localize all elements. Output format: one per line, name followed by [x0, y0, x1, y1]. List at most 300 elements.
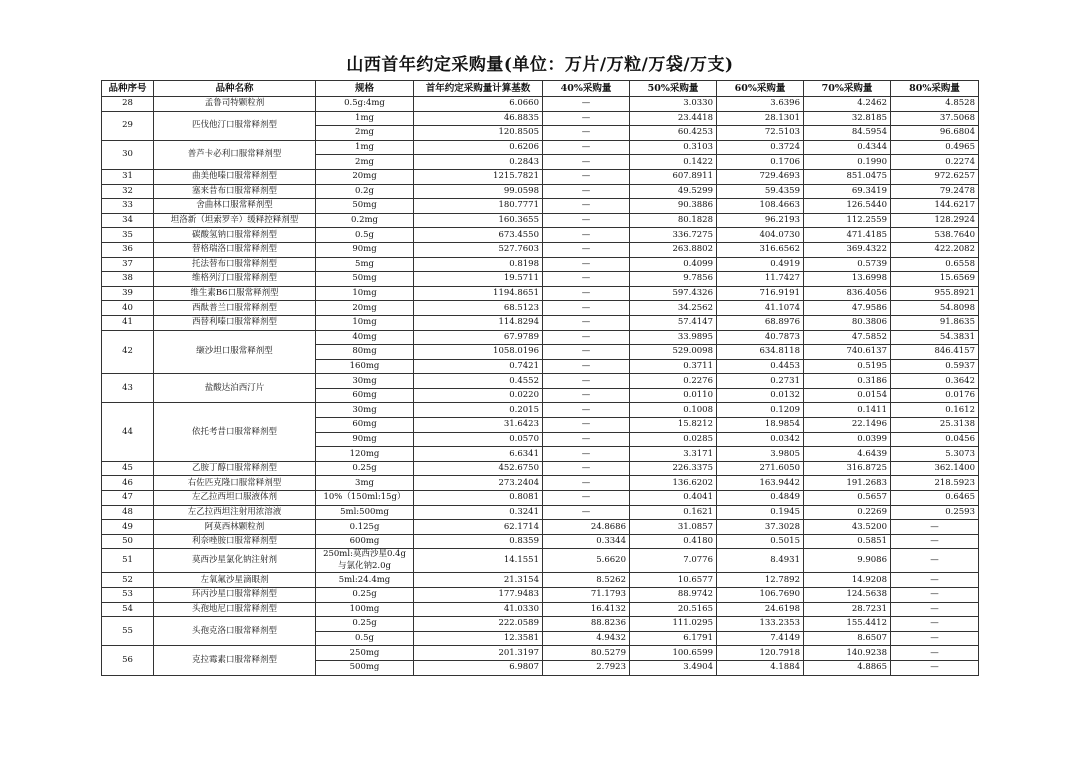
- cell-no: 29: [102, 111, 154, 140]
- cell-qty-70: 13.6998: [804, 272, 891, 287]
- cell-qty-60: 3.9805: [717, 447, 804, 462]
- table-row: [102, 461, 979, 476]
- cell-spec: 30mg: [316, 374, 414, 389]
- cell-qty-60: 0.1706: [717, 155, 804, 170]
- cell-qty-70: 4.6439: [804, 447, 891, 462]
- cell-qty-60: 12.7892: [717, 573, 804, 588]
- table-row: [102, 301, 979, 316]
- cell-no: 51: [102, 549, 154, 573]
- cell-name: 普芦卡必利口服常释剂型: [154, 140, 316, 169]
- header-60: 60%采购量: [717, 81, 804, 97]
- cell-qty-50: 529.0098: [630, 345, 717, 360]
- cell-base: 201.3197: [414, 646, 543, 661]
- cell-qty-80: 128.2924: [891, 213, 979, 228]
- cell-qty-40: —: [543, 388, 630, 403]
- cell-qty-80: 218.5923: [891, 476, 979, 491]
- cell-qty-80: 846.4157: [891, 345, 979, 360]
- table-header-row: [102, 81, 979, 97]
- cell-qty-40: 16.4132: [543, 602, 630, 617]
- cell-name: 盐酸达泊西汀片: [154, 374, 316, 403]
- cell-qty-60: 0.0342: [717, 432, 804, 447]
- table-row: [102, 242, 979, 257]
- cell-qty-50: 31.0857: [630, 520, 717, 535]
- cell-base: 1194.8651: [414, 286, 543, 301]
- cell-qty-70: 155.4412: [804, 617, 891, 632]
- cell-base: 114.8294: [414, 315, 543, 330]
- header-80: 80%采购量: [891, 81, 979, 97]
- cell-qty-40: —: [543, 403, 630, 418]
- cell-base: 452.6750: [414, 461, 543, 476]
- cell-qty-40: —: [543, 213, 630, 228]
- cell-spec: 0.2mg: [316, 213, 414, 228]
- cell-qty-50: 3.4904: [630, 660, 717, 675]
- cell-qty-60: 716.9191: [717, 286, 804, 301]
- cell-qty-60: 3.6396: [717, 97, 804, 112]
- cell-qty-80: —: [891, 617, 979, 632]
- cell-spec: 80mg: [316, 345, 414, 360]
- cell-qty-50: 88.9742: [630, 588, 717, 603]
- cell-no: 32: [102, 184, 154, 199]
- cell-qty-80: 91.8635: [891, 315, 979, 330]
- cell-qty-80: —: [891, 631, 979, 646]
- cell-qty-60: 0.1209: [717, 403, 804, 418]
- cell-qty-70: 47.5852: [804, 330, 891, 345]
- cell-qty-70: 47.9586: [804, 301, 891, 316]
- cell-base: 6.0660: [414, 97, 543, 112]
- cell-no: 47: [102, 491, 154, 506]
- cell-spec: 250ml:莫西沙星0.4g与氯化钠2.0g: [316, 549, 414, 573]
- cell-no: 54: [102, 602, 154, 617]
- cell-base: 0.4552: [414, 374, 543, 389]
- cell-qty-40: —: [543, 461, 630, 476]
- cell-qty-60: 0.5015: [717, 534, 804, 549]
- cell-qty-50: 607.8911: [630, 169, 717, 184]
- cell-qty-60: 24.6198: [717, 602, 804, 617]
- table-row: [102, 374, 979, 389]
- cell-qty-70: 8.6507: [804, 631, 891, 646]
- cell-qty-70: 84.5954: [804, 126, 891, 141]
- cell-base: 120.8505: [414, 126, 543, 141]
- cell-qty-70: 69.3419: [804, 184, 891, 199]
- cell-qty-40: —: [543, 330, 630, 345]
- cell-qty-70: 0.5739: [804, 257, 891, 272]
- cell-qty-50: 0.3711: [630, 359, 717, 374]
- table-body: [102, 97, 979, 676]
- cell-qty-60: 120.7918: [717, 646, 804, 661]
- cell-qty-70: 9.9086: [804, 549, 891, 573]
- cell-spec: 5ml:24.4mg: [316, 573, 414, 588]
- cell-qty-60: 72.5103: [717, 126, 804, 141]
- cell-qty-50: 0.4180: [630, 534, 717, 549]
- cell-qty-70: 369.4322: [804, 242, 891, 257]
- cell-qty-60: 634.8118: [717, 345, 804, 360]
- cell-spec: 0.25g: [316, 588, 414, 603]
- cell-qty-70: 126.5440: [804, 199, 891, 214]
- table-row: [102, 491, 979, 506]
- cell-no: 34: [102, 213, 154, 228]
- cell-no: 36: [102, 242, 154, 257]
- cell-qty-40: —: [543, 315, 630, 330]
- cell-qty-40: —: [543, 169, 630, 184]
- cell-name: 左氧氟沙星滴眼剂: [154, 573, 316, 588]
- cell-qty-80: 0.2274: [891, 155, 979, 170]
- cell-base: 21.3154: [414, 573, 543, 588]
- cell-name: 西替利嗪口服常释剂型: [154, 315, 316, 330]
- cell-base: 0.8359: [414, 534, 543, 549]
- cell-no: 56: [102, 646, 154, 675]
- cell-spec: 160mg: [316, 359, 414, 374]
- cell-qty-70: 316.8725: [804, 461, 891, 476]
- cell-qty-70: 14.9208: [804, 573, 891, 588]
- cell-qty-70: 471.4185: [804, 228, 891, 243]
- cell-qty-50: 49.5299: [630, 184, 717, 199]
- cell-no: 45: [102, 461, 154, 476]
- cell-qty-70: 0.5657: [804, 491, 891, 506]
- cell-base: 62.1714: [414, 520, 543, 535]
- cell-spec: 0.5g:4mg: [316, 97, 414, 112]
- cell-name: 曲美他嗪口服常释剂型: [154, 169, 316, 184]
- cell-qty-60: 68.8976: [717, 315, 804, 330]
- cell-no: 50: [102, 534, 154, 549]
- table-row: [102, 315, 979, 330]
- cell-spec: 0.5g: [316, 228, 414, 243]
- cell-qty-80: 15.6569: [891, 272, 979, 287]
- table-row: [102, 169, 979, 184]
- cell-qty-70: 0.1411: [804, 403, 891, 418]
- cell-qty-80: —: [891, 646, 979, 661]
- cell-qty-60: 0.4849: [717, 491, 804, 506]
- table-row: [102, 476, 979, 491]
- header-40: 40%采购量: [543, 81, 630, 97]
- cell-name: 阿莫西林颗粒剂: [154, 520, 316, 535]
- cell-qty-40: 24.8686: [543, 520, 630, 535]
- cell-qty-40: —: [543, 126, 630, 141]
- cell-qty-60: 11.7427: [717, 272, 804, 287]
- cell-qty-60: 28.1301: [717, 111, 804, 126]
- cell-base: 160.3655: [414, 213, 543, 228]
- cell-base: 68.5123: [414, 301, 543, 316]
- cell-no: 52: [102, 573, 154, 588]
- cell-qty-50: 263.8802: [630, 242, 717, 257]
- cell-name: 匹伐他汀口服常释剂型: [154, 111, 316, 140]
- cell-no: 35: [102, 228, 154, 243]
- cell-no: 48: [102, 505, 154, 520]
- cell-spec: 100mg: [316, 602, 414, 617]
- cell-qty-40: —: [543, 184, 630, 199]
- cell-base: 222.0589: [414, 617, 543, 632]
- cell-qty-70: 0.1990: [804, 155, 891, 170]
- table-row: [102, 228, 979, 243]
- header-50: 50%采购量: [630, 81, 717, 97]
- cell-no: 31: [102, 169, 154, 184]
- table-row: [102, 330, 979, 345]
- cell-qty-50: 33.9895: [630, 330, 717, 345]
- cell-qty-50: 0.0110: [630, 388, 717, 403]
- cell-qty-40: —: [543, 199, 630, 214]
- cell-qty-80: 422.2082: [891, 242, 979, 257]
- cell-base: 0.6206: [414, 140, 543, 155]
- cell-qty-80: 0.5937: [891, 359, 979, 374]
- cell-qty-70: 0.5195: [804, 359, 891, 374]
- cell-qty-80: 0.3642: [891, 374, 979, 389]
- cell-name: 西酞普兰口服常释剂型: [154, 301, 316, 316]
- cell-qty-70: 22.1496: [804, 418, 891, 433]
- cell-qty-60: 41.1074: [717, 301, 804, 316]
- cell-qty-60: 0.2731: [717, 374, 804, 389]
- cell-qty-70: 28.7231: [804, 602, 891, 617]
- cell-qty-50: 0.1008: [630, 403, 717, 418]
- cell-name: 舍曲林口服常释剂型: [154, 199, 316, 214]
- cell-qty-60: 106.7690: [717, 588, 804, 603]
- cell-qty-40: —: [543, 242, 630, 257]
- cell-qty-80: —: [891, 534, 979, 549]
- cell-base: 0.2015: [414, 403, 543, 418]
- table-row: [102, 646, 979, 661]
- cell-qty-80: 362.1400: [891, 461, 979, 476]
- cell-spec: 90mg: [316, 242, 414, 257]
- cell-qty-80: 0.2593: [891, 505, 979, 520]
- cell-qty-80: 4.8528: [891, 97, 979, 112]
- cell-spec: 20mg: [316, 301, 414, 316]
- cell-no: 41: [102, 315, 154, 330]
- cell-qty-40: 0.3344: [543, 534, 630, 549]
- cell-name: 维格列汀口服常释剂型: [154, 272, 316, 287]
- cell-qty-60: 0.3724: [717, 140, 804, 155]
- cell-qty-50: 3.3171: [630, 447, 717, 462]
- table-row: [102, 602, 979, 617]
- cell-no: 40: [102, 301, 154, 316]
- cell-base: 0.0220: [414, 388, 543, 403]
- cell-qty-80: —: [891, 520, 979, 535]
- cell-qty-40: —: [543, 228, 630, 243]
- cell-qty-60: 133.2353: [717, 617, 804, 632]
- cell-base: 6.9807: [414, 660, 543, 675]
- cell-qty-50: 0.4041: [630, 491, 717, 506]
- cell-qty-40: —: [543, 476, 630, 491]
- header-base: 首年约定采购量计算基数: [414, 81, 543, 97]
- cell-spec: 1mg: [316, 111, 414, 126]
- cell-qty-80: 54.8098: [891, 301, 979, 316]
- cell-qty-60: 108.4663: [717, 199, 804, 214]
- cell-spec: 0.125g: [316, 520, 414, 535]
- cell-qty-50: 336.7275: [630, 228, 717, 243]
- cell-qty-60: 96.2193: [717, 213, 804, 228]
- cell-spec: 10%（150ml:15g）: [316, 491, 414, 506]
- table-row: [102, 286, 979, 301]
- cell-qty-70: 124.5638: [804, 588, 891, 603]
- cell-base: 14.1551: [414, 549, 543, 573]
- cell-name: 塞来昔布口服常释剂型: [154, 184, 316, 199]
- cell-qty-40: —: [543, 345, 630, 360]
- cell-qty-40: 4.9432: [543, 631, 630, 646]
- cell-qty-80: 54.3831: [891, 330, 979, 345]
- cell-spec: 500mg: [316, 660, 414, 675]
- cell-name: 左乙拉西坦注射用浓溶液: [154, 505, 316, 520]
- cell-qty-80: 955.8921: [891, 286, 979, 301]
- cell-no: 42: [102, 330, 154, 374]
- cell-qty-50: 226.3375: [630, 461, 717, 476]
- cell-no: 53: [102, 588, 154, 603]
- cell-qty-80: 0.0456: [891, 432, 979, 447]
- cell-qty-40: —: [543, 286, 630, 301]
- cell-base: 180.7771: [414, 199, 543, 214]
- cell-qty-60: 0.4919: [717, 257, 804, 272]
- cell-qty-70: 140.9238: [804, 646, 891, 661]
- cell-no: 28: [102, 97, 154, 112]
- table-row: [102, 111, 979, 126]
- cell-qty-50: 34.2562: [630, 301, 717, 316]
- cell-no: 39: [102, 286, 154, 301]
- cell-qty-50: 0.4099: [630, 257, 717, 272]
- table-row: [102, 617, 979, 632]
- cell-qty-40: —: [543, 374, 630, 389]
- cell-base: 1215.7821: [414, 169, 543, 184]
- cell-qty-50: 100.6599: [630, 646, 717, 661]
- cell-qty-50: 0.1422: [630, 155, 717, 170]
- cell-name: 维生素B6口服常释剂型: [154, 286, 316, 301]
- cell-qty-70: 0.2269: [804, 505, 891, 520]
- table-row: [102, 403, 979, 418]
- header-spec: 规格: [316, 81, 414, 97]
- procurement-table: [101, 80, 979, 676]
- cell-spec: 0.5g: [316, 631, 414, 646]
- cell-qty-80: 0.4965: [891, 140, 979, 155]
- table-row: [102, 505, 979, 520]
- table-row: [102, 534, 979, 549]
- cell-base: 0.8081: [414, 491, 543, 506]
- cell-qty-40: 5.6620: [543, 549, 630, 573]
- cell-qty-80: 0.6465: [891, 491, 979, 506]
- cell-qty-60: 7.4149: [717, 631, 804, 646]
- cell-qty-70: 4.8865: [804, 660, 891, 675]
- cell-base: 273.2404: [414, 476, 543, 491]
- cell-base: 46.8835: [414, 111, 543, 126]
- cell-qty-70: 740.6137: [804, 345, 891, 360]
- table-row: [102, 97, 979, 112]
- cell-qty-40: —: [543, 97, 630, 112]
- cell-base: 0.7421: [414, 359, 543, 374]
- cell-qty-40: 80.5279: [543, 646, 630, 661]
- cell-spec: 10mg: [316, 286, 414, 301]
- cell-qty-50: 80.1828: [630, 213, 717, 228]
- cell-qty-70: 0.4344: [804, 140, 891, 155]
- cell-spec: 50mg: [316, 199, 414, 214]
- cell-qty-40: 2.7923: [543, 660, 630, 675]
- cell-qty-50: 15.8212: [630, 418, 717, 433]
- cell-base: 41.0330: [414, 602, 543, 617]
- cell-spec: 60mg: [316, 388, 414, 403]
- cell-qty-40: —: [543, 155, 630, 170]
- cell-qty-70: 112.2559: [804, 213, 891, 228]
- cell-qty-80: 0.1612: [891, 403, 979, 418]
- cell-base: 0.2843: [414, 155, 543, 170]
- cell-no: 44: [102, 403, 154, 461]
- cell-base: 527.7603: [414, 242, 543, 257]
- table-row: [102, 549, 979, 573]
- header-name: 品种名称: [154, 81, 316, 97]
- cell-no: 43: [102, 374, 154, 403]
- cell-qty-50: 23.4418: [630, 111, 717, 126]
- cell-qty-50: 0.3103: [630, 140, 717, 155]
- cell-qty-60: 40.7873: [717, 330, 804, 345]
- cell-qty-50: 597.4326: [630, 286, 717, 301]
- cell-base: 99.0598: [414, 184, 543, 199]
- table-row: [102, 140, 979, 155]
- cell-qty-50: 3.0330: [630, 97, 717, 112]
- cell-name: 环丙沙星口服常释剂型: [154, 588, 316, 603]
- cell-qty-40: —: [543, 272, 630, 287]
- cell-qty-40: —: [543, 491, 630, 506]
- cell-base: 6.6341: [414, 447, 543, 462]
- table-row: [102, 520, 979, 535]
- cell-qty-80: 79.2478: [891, 184, 979, 199]
- cell-qty-60: 404.0730: [717, 228, 804, 243]
- cell-qty-80: 37.5068: [891, 111, 979, 126]
- cell-qty-70: 32.8185: [804, 111, 891, 126]
- cell-name: 头孢地尼口服常释剂型: [154, 602, 316, 617]
- cell-qty-40: —: [543, 418, 630, 433]
- table-row: [102, 184, 979, 199]
- cell-no: 33: [102, 199, 154, 214]
- cell-qty-50: 90.3886: [630, 199, 717, 214]
- cell-qty-80: 0.6558: [891, 257, 979, 272]
- cell-qty-70: 836.4056: [804, 286, 891, 301]
- cell-name: 克拉霉素口服常释剂型: [154, 646, 316, 675]
- cell-base: 0.8198: [414, 257, 543, 272]
- cell-qty-70: 0.5851: [804, 534, 891, 549]
- cell-qty-40: —: [543, 111, 630, 126]
- cell-name: 头孢克洛口服常释剂型: [154, 617, 316, 646]
- cell-qty-70: 80.3806: [804, 315, 891, 330]
- cell-qty-50: 20.5165: [630, 602, 717, 617]
- cell-spec: 60mg: [316, 418, 414, 433]
- cell-qty-50: 111.0295: [630, 617, 717, 632]
- cell-qty-50: 136.6202: [630, 476, 717, 491]
- cell-qty-80: 96.6804: [891, 126, 979, 141]
- table-row: [102, 272, 979, 287]
- cell-no: 37: [102, 257, 154, 272]
- table-row: [102, 573, 979, 588]
- cell-qty-50: 9.7856: [630, 272, 717, 287]
- cell-qty-40: 8.5262: [543, 573, 630, 588]
- cell-qty-80: —: [891, 588, 979, 603]
- cell-spec: 3mg: [316, 476, 414, 491]
- cell-name: 缬沙坦口服常释剂型: [154, 330, 316, 374]
- cell-qty-60: 37.3028: [717, 520, 804, 535]
- cell-qty-50: 57.4147: [630, 315, 717, 330]
- cell-qty-40: —: [543, 257, 630, 272]
- cell-name: 托法替布口服常释剂型: [154, 257, 316, 272]
- cell-qty-50: 6.1791: [630, 631, 717, 646]
- cell-qty-70: 0.0399: [804, 432, 891, 447]
- cell-base: 0.3241: [414, 505, 543, 520]
- page-title: 山西首年约定采购量(单位：万片/万粒/万袋/万支): [346, 55, 734, 75]
- table-row: [102, 213, 979, 228]
- cell-qty-40: —: [543, 140, 630, 155]
- cell-qty-70: 0.0154: [804, 388, 891, 403]
- cell-no: 49: [102, 520, 154, 535]
- cell-qty-70: 0.3186: [804, 374, 891, 389]
- cell-spec: 1mg: [316, 140, 414, 155]
- cell-spec: 2mg: [316, 155, 414, 170]
- cell-name: 依托考昔口服常释剂型: [154, 403, 316, 461]
- cell-spec: 0.2g: [316, 184, 414, 199]
- table-row: [102, 257, 979, 272]
- cell-qty-40: —: [543, 505, 630, 520]
- cell-qty-60: 59.4359: [717, 184, 804, 199]
- cell-name: 替格瑞洛口服常释剂型: [154, 242, 316, 257]
- table-row: [102, 588, 979, 603]
